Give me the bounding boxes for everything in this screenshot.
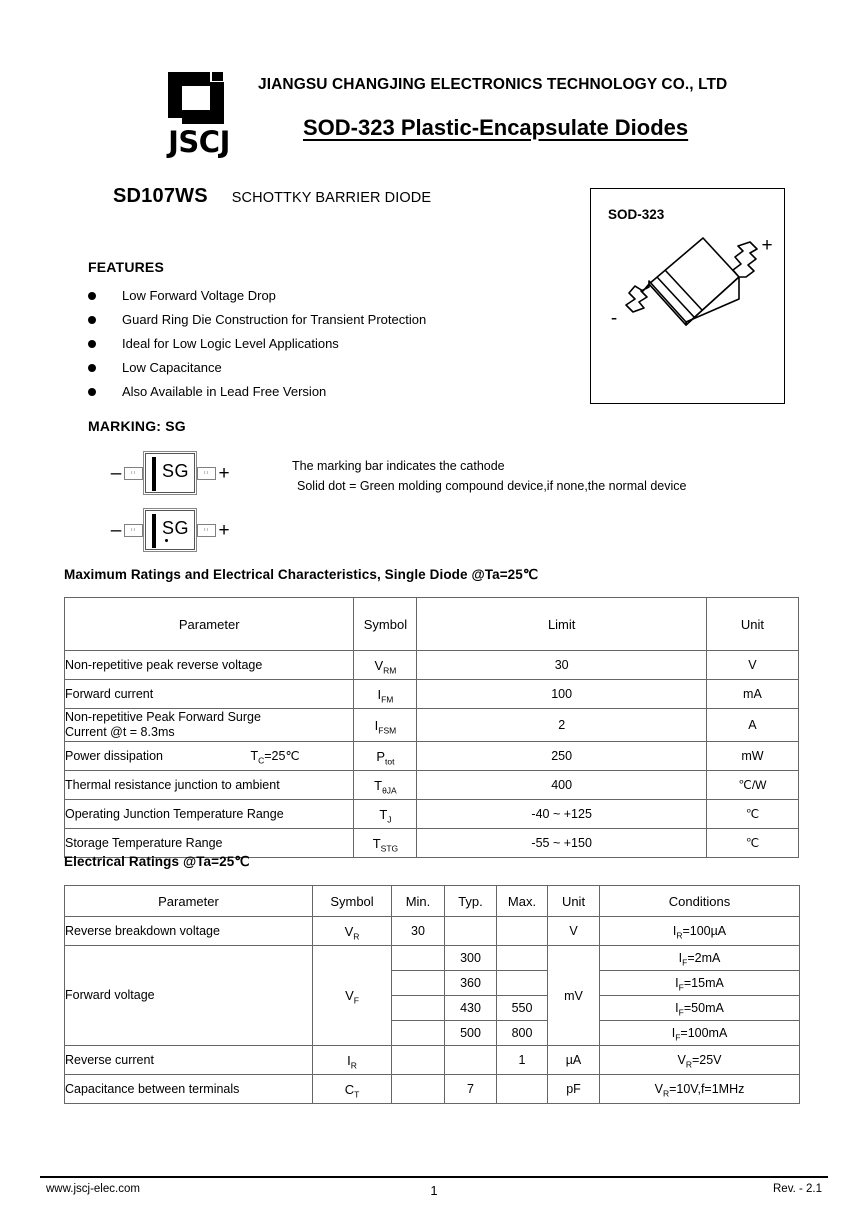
col-unit: Unit (706, 598, 798, 651)
row-max (497, 1075, 548, 1104)
part-title-row (113, 185, 431, 208)
feature-item (88, 360, 558, 375)
row-max (497, 946, 548, 971)
row-symbol: $I_{FSM}$ (354, 709, 417, 742)
max-ratings-table (64, 597, 799, 858)
table-row (65, 1075, 800, 1104)
diode-body (143, 508, 197, 552)
row-symbol: $I_{FM}$ (354, 680, 417, 709)
row-min (392, 1075, 445, 1104)
row-symbol: $T_J$ (354, 800, 417, 829)
marking-note-line-1: The marking bar indicates the cathode (292, 459, 505, 473)
feature-label: Low Forward Voltage Drop (122, 288, 276, 303)
row-unit: V (548, 917, 600, 946)
row-conditions: $I_F=100mA$ (600, 1021, 800, 1046)
row-typ: 7 (445, 1075, 497, 1104)
feature-item (88, 312, 558, 327)
row-max: 550 (497, 996, 548, 1021)
row-symbol: $I_R$ (313, 1046, 392, 1075)
feature-item (88, 288, 558, 303)
marking-diagram-green (108, 507, 232, 553)
cathode-bar-icon (152, 514, 156, 548)
company-name: JIANGSU CHANGJING ELECTRONICS TECHNOLOGY CO., LTD (258, 76, 728, 93)
row-parameter: Forward voltage (65, 946, 313, 1046)
col-max: Max. (497, 886, 548, 917)
row-conditions: $I_R=100\mu A$ (600, 917, 800, 946)
row-min (392, 971, 445, 996)
row-parameter: Thermal resistance junction to ambient (65, 771, 354, 800)
footer-website[interactable]: www.jscj-elec.com (46, 1183, 140, 1195)
row-unit: ℃/W (706, 771, 798, 800)
logo-left-bar (168, 72, 182, 118)
row-symbol: $P_{tot}$ (354, 742, 417, 771)
diode-body (143, 451, 197, 495)
table-row (65, 1046, 800, 1075)
row-unit: ℃ (706, 829, 798, 858)
row-conditions: $I_F=50mA$ (600, 996, 800, 1021)
max-ratings-heading: Maximum Ratings and Electrical Characteristics, Single Diode @Ta=25℃ (64, 567, 539, 582)
col-typ: Typ. (445, 886, 497, 917)
marking-minus-sign: – (110, 462, 122, 484)
row-unit: mA (706, 680, 798, 709)
col-unit: Unit (548, 886, 600, 917)
marking-title: MARKING: SG (88, 418, 186, 434)
bullet-icon (88, 388, 96, 396)
marking-diagram-standard (108, 450, 232, 496)
row-limit: 2 (417, 709, 706, 742)
row-typ: 360 (445, 971, 497, 996)
col-limit: Limit (417, 598, 706, 651)
col-conditions: Conditions (600, 886, 800, 917)
marking-minus-sign: – (110, 519, 122, 541)
sod-323-package-icon (591, 211, 784, 401)
anode-sign: + (761, 235, 773, 256)
row-unit: A (706, 709, 798, 742)
cathode-sign: - (610, 308, 618, 329)
green-compound-dot-icon (165, 539, 168, 542)
row-parameter: Capacitance between terminals (65, 1075, 313, 1104)
package-outline-box (590, 188, 785, 404)
marking-code: SG (162, 461, 190, 481)
col-symbol: Symbol (354, 598, 417, 651)
row-parameter: Storage Temperature Range (65, 829, 354, 858)
row-limit: 30 (417, 651, 706, 680)
col-parameter: Parameter (65, 886, 313, 917)
row-min (392, 1021, 445, 1046)
bullet-icon (88, 316, 96, 324)
feature-label: Ideal for Low Logic Level Applications (122, 336, 339, 351)
electrical-ratings-table (64, 885, 800, 1104)
col-parameter: Parameter (65, 598, 354, 651)
row-typ: 500 (445, 1021, 497, 1046)
row-symbol: $T_{STG}$ (354, 829, 417, 858)
marking-note-line-2: Solid dot = Green molding compound device,if none,the normal device (297, 479, 687, 493)
row-unit: µA (548, 1046, 600, 1075)
row-unit: V (706, 651, 798, 680)
features-title: FEATURES (88, 259, 165, 275)
cathode-lead-icon: ıı (124, 524, 143, 537)
table-row (65, 917, 800, 946)
feature-label: Also Available in Lead Free Version (122, 384, 327, 399)
bullet-icon (88, 292, 96, 300)
table-row (65, 946, 800, 971)
bullet-icon (88, 340, 96, 348)
table-row (65, 800, 799, 829)
table-row (65, 680, 799, 709)
row-typ: 430 (445, 996, 497, 1021)
table-row (65, 651, 799, 680)
marking-code: SG (162, 518, 190, 538)
jscj-logo-icon (164, 70, 234, 126)
row-conditions: $V_R=25V$ (600, 1046, 800, 1075)
anode-lead-icon: ıı (197, 467, 216, 480)
row-limit: 250 (417, 742, 706, 771)
row-symbol: $V_R$ (313, 917, 392, 946)
row-min (392, 1046, 445, 1075)
row-limit: 400 (417, 771, 706, 800)
marking-note (292, 456, 686, 496)
feature-label: Guard Ring Die Construction for Transient Protection (122, 312, 427, 327)
row-parameter: Operating Junction Temperature Range (65, 800, 354, 829)
row-symbol: $T_{\theta JA}$ (354, 771, 417, 800)
row-symbol: $V_F$ (313, 946, 392, 1046)
col-min: Min. (392, 886, 445, 917)
bullet-icon (88, 364, 96, 372)
row-max (497, 971, 548, 996)
cathode-bar-icon (152, 457, 156, 491)
row-min: 30 (392, 917, 445, 946)
row-parameter: Reverse breakdown voltage (65, 917, 313, 946)
row-limit: -40 ~ +125 (417, 800, 706, 829)
row-typ: 300 (445, 946, 497, 971)
row-typ (445, 1046, 497, 1075)
features-section (88, 259, 558, 408)
part-description: SCHOTTKY BARRIER DIODE (231, 190, 432, 206)
row-symbol: $C_T$ (313, 1075, 392, 1104)
row-conditions: $I_F=2mA$ (600, 946, 800, 971)
row-limit: -55 ~ +150 (417, 829, 706, 858)
row-parameter: Reverse current (65, 1046, 313, 1075)
row-limit: 100 (417, 680, 706, 709)
footer-divider (40, 1176, 828, 1178)
row-unit: mW (706, 742, 798, 771)
row-min (392, 946, 445, 971)
table-header-row (65, 886, 800, 917)
table-row (65, 742, 799, 771)
row-unit: pF (548, 1075, 600, 1104)
table-header-row (65, 598, 799, 651)
row-parameter: Non-repetitive peak reverse voltage (65, 651, 354, 680)
row-symbol: $V_{RM}$ (354, 651, 417, 680)
feature-item (88, 336, 558, 351)
row-parameter: Forward current (65, 680, 354, 709)
electrical-ratings-heading: Electrical Ratings @Ta=25℃ (64, 854, 250, 869)
feature-label: Low Capacitance (122, 360, 222, 375)
row-conditions: $V_R=10V,f=1MHz$ (600, 1075, 800, 1104)
row-max: 800 (497, 1021, 548, 1046)
logo-right-bar (210, 82, 224, 124)
page-header (0, 62, 868, 172)
logo-wordmark: JSCJ (168, 125, 230, 159)
row-unit: ℃ (706, 800, 798, 829)
anode-lead-icon: ıı (197, 524, 216, 537)
row-max: 1 (497, 1046, 548, 1075)
row-conditions: $I_F=15mA$ (600, 971, 800, 996)
table-row (65, 709, 799, 742)
footer-revision: Rev. - 2.1 (773, 1183, 822, 1195)
row-unit: mV (548, 946, 600, 1046)
table-row (65, 771, 799, 800)
part-number: SD107WS (113, 185, 208, 207)
package-label: SOD-323 (608, 207, 665, 222)
company-logo (160, 70, 238, 162)
row-typ (445, 917, 497, 946)
marking-plus-sign: + (218, 462, 230, 484)
row-parameter: Power dissipation $T_C=25℃$ (65, 742, 354, 771)
row-parameter: Non-repetitive Peak Forward Surge Current @t = 8.3ms (65, 709, 354, 742)
marking-plus-sign: + (218, 519, 230, 541)
row-min (392, 996, 445, 1021)
logo-dot-icon (212, 72, 223, 81)
cathode-lead-icon: ıı (124, 467, 143, 480)
feature-item (88, 384, 558, 399)
footer-page-number: 1 (430, 1183, 438, 1198)
col-symbol: Symbol (313, 886, 392, 917)
row-max (497, 917, 548, 946)
document-title: SOD-323 Plastic-Encapsulate Diodes (303, 115, 689, 140)
